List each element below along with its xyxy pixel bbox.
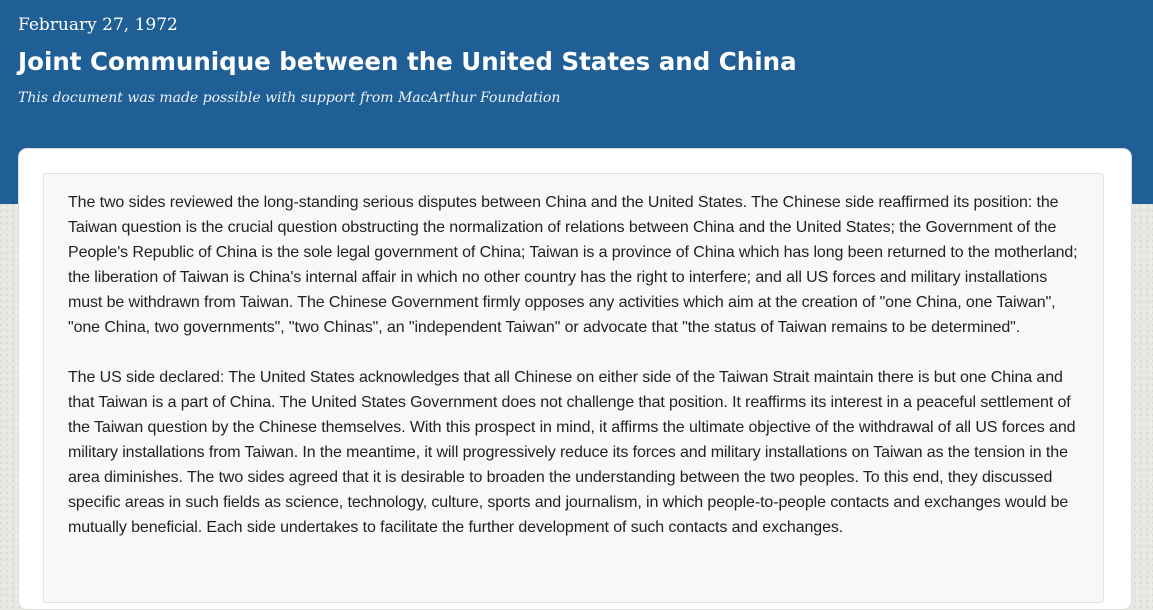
document-text-box (43, 173, 1104, 603)
document-date: February 27, 1972 (18, 15, 178, 35)
document-paragraph: The US side declared: The United States acknowledges that all Chinese on either side of the Taiwan Strait maintain there is but one China and that Taiwan is a part of China. The United States Government does not challenge that position. It reaffirms its interest in a peaceful settlement of the Taiwan question by the Chinese themselves. With this prospect in mind, it affirms the ultimate objective of the withdrawal of all US forces and military installations from Taiwan. In the meantime, it will progressively reduce its forces and military installations on Taiwan as the tension in the area diminishes. The two sides agreed that it is desirable to broaden the understanding between the two peoples. To this end, they discussed specific areas in such fields as science, technology, culture, sports and journalism, in which people-to-people contacts and exchanges would be mutually beneficial. Each side undertakes to facilitate the further development of such contacts and exchanges. (68, 369, 1076, 536)
support-note: This document was made possible with support from MacArthur Foundation (18, 90, 561, 106)
page-title: Joint Communique between the United States and China (18, 47, 797, 76)
document-paragraph: The two sides reviewed the long-standing serious disputes between China and the United States. The Chinese side reaffirmed its position: the Taiwan question is the crucial question obstructing the normalization of relations between China and the United States; the Government of the People's Republic of China is the sole legal government of China; Taiwan is a province of China which has long been returned to the motherland; the liberation of Taiwan is China's internal affair in which no other country has the right to interfere; and all US forces and military installations must be withdrawn from Taiwan. The Chinese Government firmly opposes any activities which aim at the creation of "one China, one Taiwan", "one China, two governments", "two Chinas", an "independent Taiwan" or advocate that "the status of Taiwan remains to be determined". (68, 194, 1078, 336)
